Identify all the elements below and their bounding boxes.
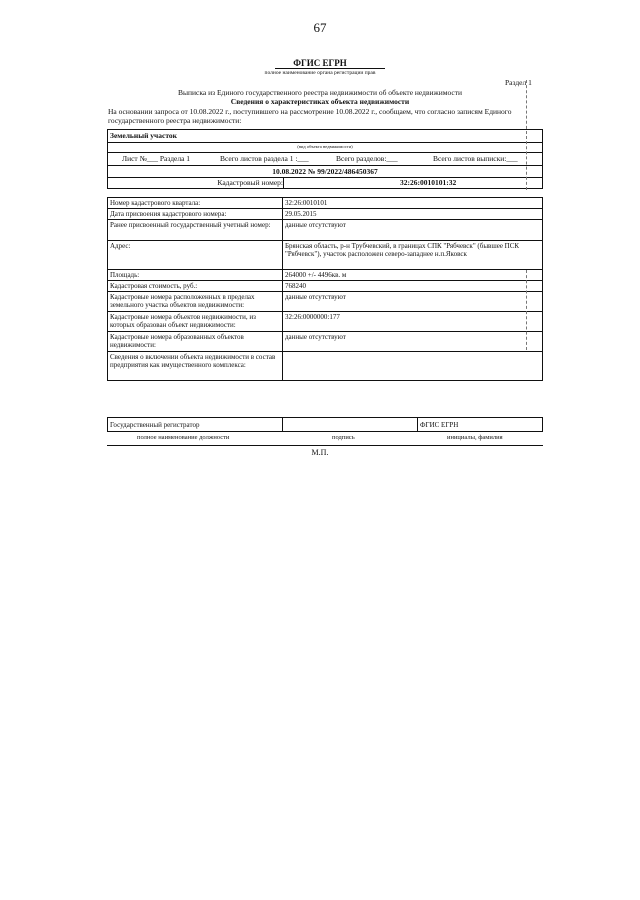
margin-dashed-line — [526, 270, 527, 350]
table-row — [108, 352, 543, 381]
divider — [108, 152, 542, 153]
initials-caption: инициалы, фамилия — [447, 434, 503, 441]
row-label: Дата присвоения кадастрового номера: — [108, 209, 283, 220]
organization-underline — [275, 68, 385, 69]
table-row — [108, 270, 543, 281]
row-label: Кадастровые номера образованных объектов недвижимости: — [108, 332, 283, 352]
row-value: Брянская область, р-н Трубчевский, в границах СПК "Рябчевск" (бывшее ПСК "Рябчевск"), участок расположен северо-западнее н.п.Яковск — [283, 241, 543, 270]
divider — [108, 142, 542, 143]
table-row — [108, 241, 543, 270]
total-sheets-extract: Всего листов выписки:___ — [433, 154, 518, 163]
row-label: Кадастровые номера объектов недвижимости, из которых образован объект недвижимости: — [108, 312, 283, 332]
object-type-caption: (вид объекта недвижимости) — [297, 144, 353, 149]
divider — [108, 165, 542, 166]
position-caption: полное наименование должности — [137, 434, 230, 441]
signature-captions — [107, 433, 543, 446]
organization-caption: полное наименование органа регистрации прав — [264, 70, 376, 76]
row-label: Ранее присвоенный государственный учетный номер: — [108, 220, 283, 241]
table-row — [108, 292, 543, 312]
table-row — [108, 332, 543, 352]
table-row — [108, 198, 543, 209]
row-value: 32:26:0000000:177 — [283, 312, 543, 332]
row-label: Площадь: — [108, 270, 283, 281]
document-title: Выписка из Единого государственного реестра недвижимости об объекте недвижимости — [177, 88, 463, 97]
signature-cell — [283, 418, 418, 432]
row-value — [283, 352, 543, 381]
date-and-number: 10.08.2022 № 99/2022/486450367 — [272, 167, 378, 176]
row-value: данные отсутствуют — [283, 292, 543, 312]
row-label: Сведения о включении объекта недвижимости в состав предприятия как имущественного комплекса: — [108, 352, 283, 381]
object-header-box — [107, 129, 543, 189]
document-subtitle: Сведения о характеристиках объекта недвижимости — [230, 97, 410, 106]
sheet-number: Лист №___ Раздела 1 — [122, 154, 191, 163]
table-row — [108, 209, 543, 220]
object-type: Земельный участок — [110, 131, 177, 140]
signature-table — [107, 417, 543, 432]
divider — [283, 177, 284, 188]
row-label: Кадастровые номера расположенных в пределах земельного участка объектов недвижимости: — [108, 292, 283, 312]
page-number: 67 — [313, 20, 327, 35]
row-value: 32:26:0010101 — [283, 198, 543, 209]
table-row — [108, 281, 543, 292]
signature-row — [108, 418, 543, 432]
row-value: 768240 — [283, 281, 543, 292]
cadastral-number-value: 32:26:0010101:32 — [400, 178, 457, 187]
table-row — [108, 220, 543, 241]
row-value: 264000 +/- 4496кв. м — [283, 270, 543, 281]
cadastral-number-label: Кадастровый номер: — [217, 178, 283, 187]
row-value: 29.05.2015 — [283, 209, 543, 220]
row-label: Номер кадастрового квартала: — [108, 198, 283, 209]
section-label: Раздел 1 — [505, 78, 532, 87]
intro-paragraph: На основании запроса от 10.08.2022 г., поступившего на рассмотрение 10.08.2022 г., сообщаем, что согласно записям Единого государственного реестра недвижимости: — [108, 107, 512, 125]
characteristics-table — [107, 197, 543, 381]
row-label: Адрес: — [108, 241, 283, 270]
registrar-position: Государственный регистратор — [108, 418, 283, 432]
stamp-placeholder: М.П. — [311, 448, 329, 457]
organization-name: ФГИС ЕГРН — [293, 58, 347, 68]
row-value: данные отсутствуют — [283, 332, 543, 352]
sign-caption: подпись — [332, 434, 355, 441]
total-sheets-section: Всего листов раздела 1 :___ — [220, 154, 309, 163]
row-label: Кадастровая стоимость, руб.: — [108, 281, 283, 292]
row-value: данные отсутствуют — [283, 220, 543, 241]
margin-dashed-line — [526, 80, 527, 190]
table-row — [108, 312, 543, 332]
registrar-org: ФГИС ЕГРН — [418, 418, 543, 432]
total-sections: Всего разделов:___ — [336, 154, 398, 163]
